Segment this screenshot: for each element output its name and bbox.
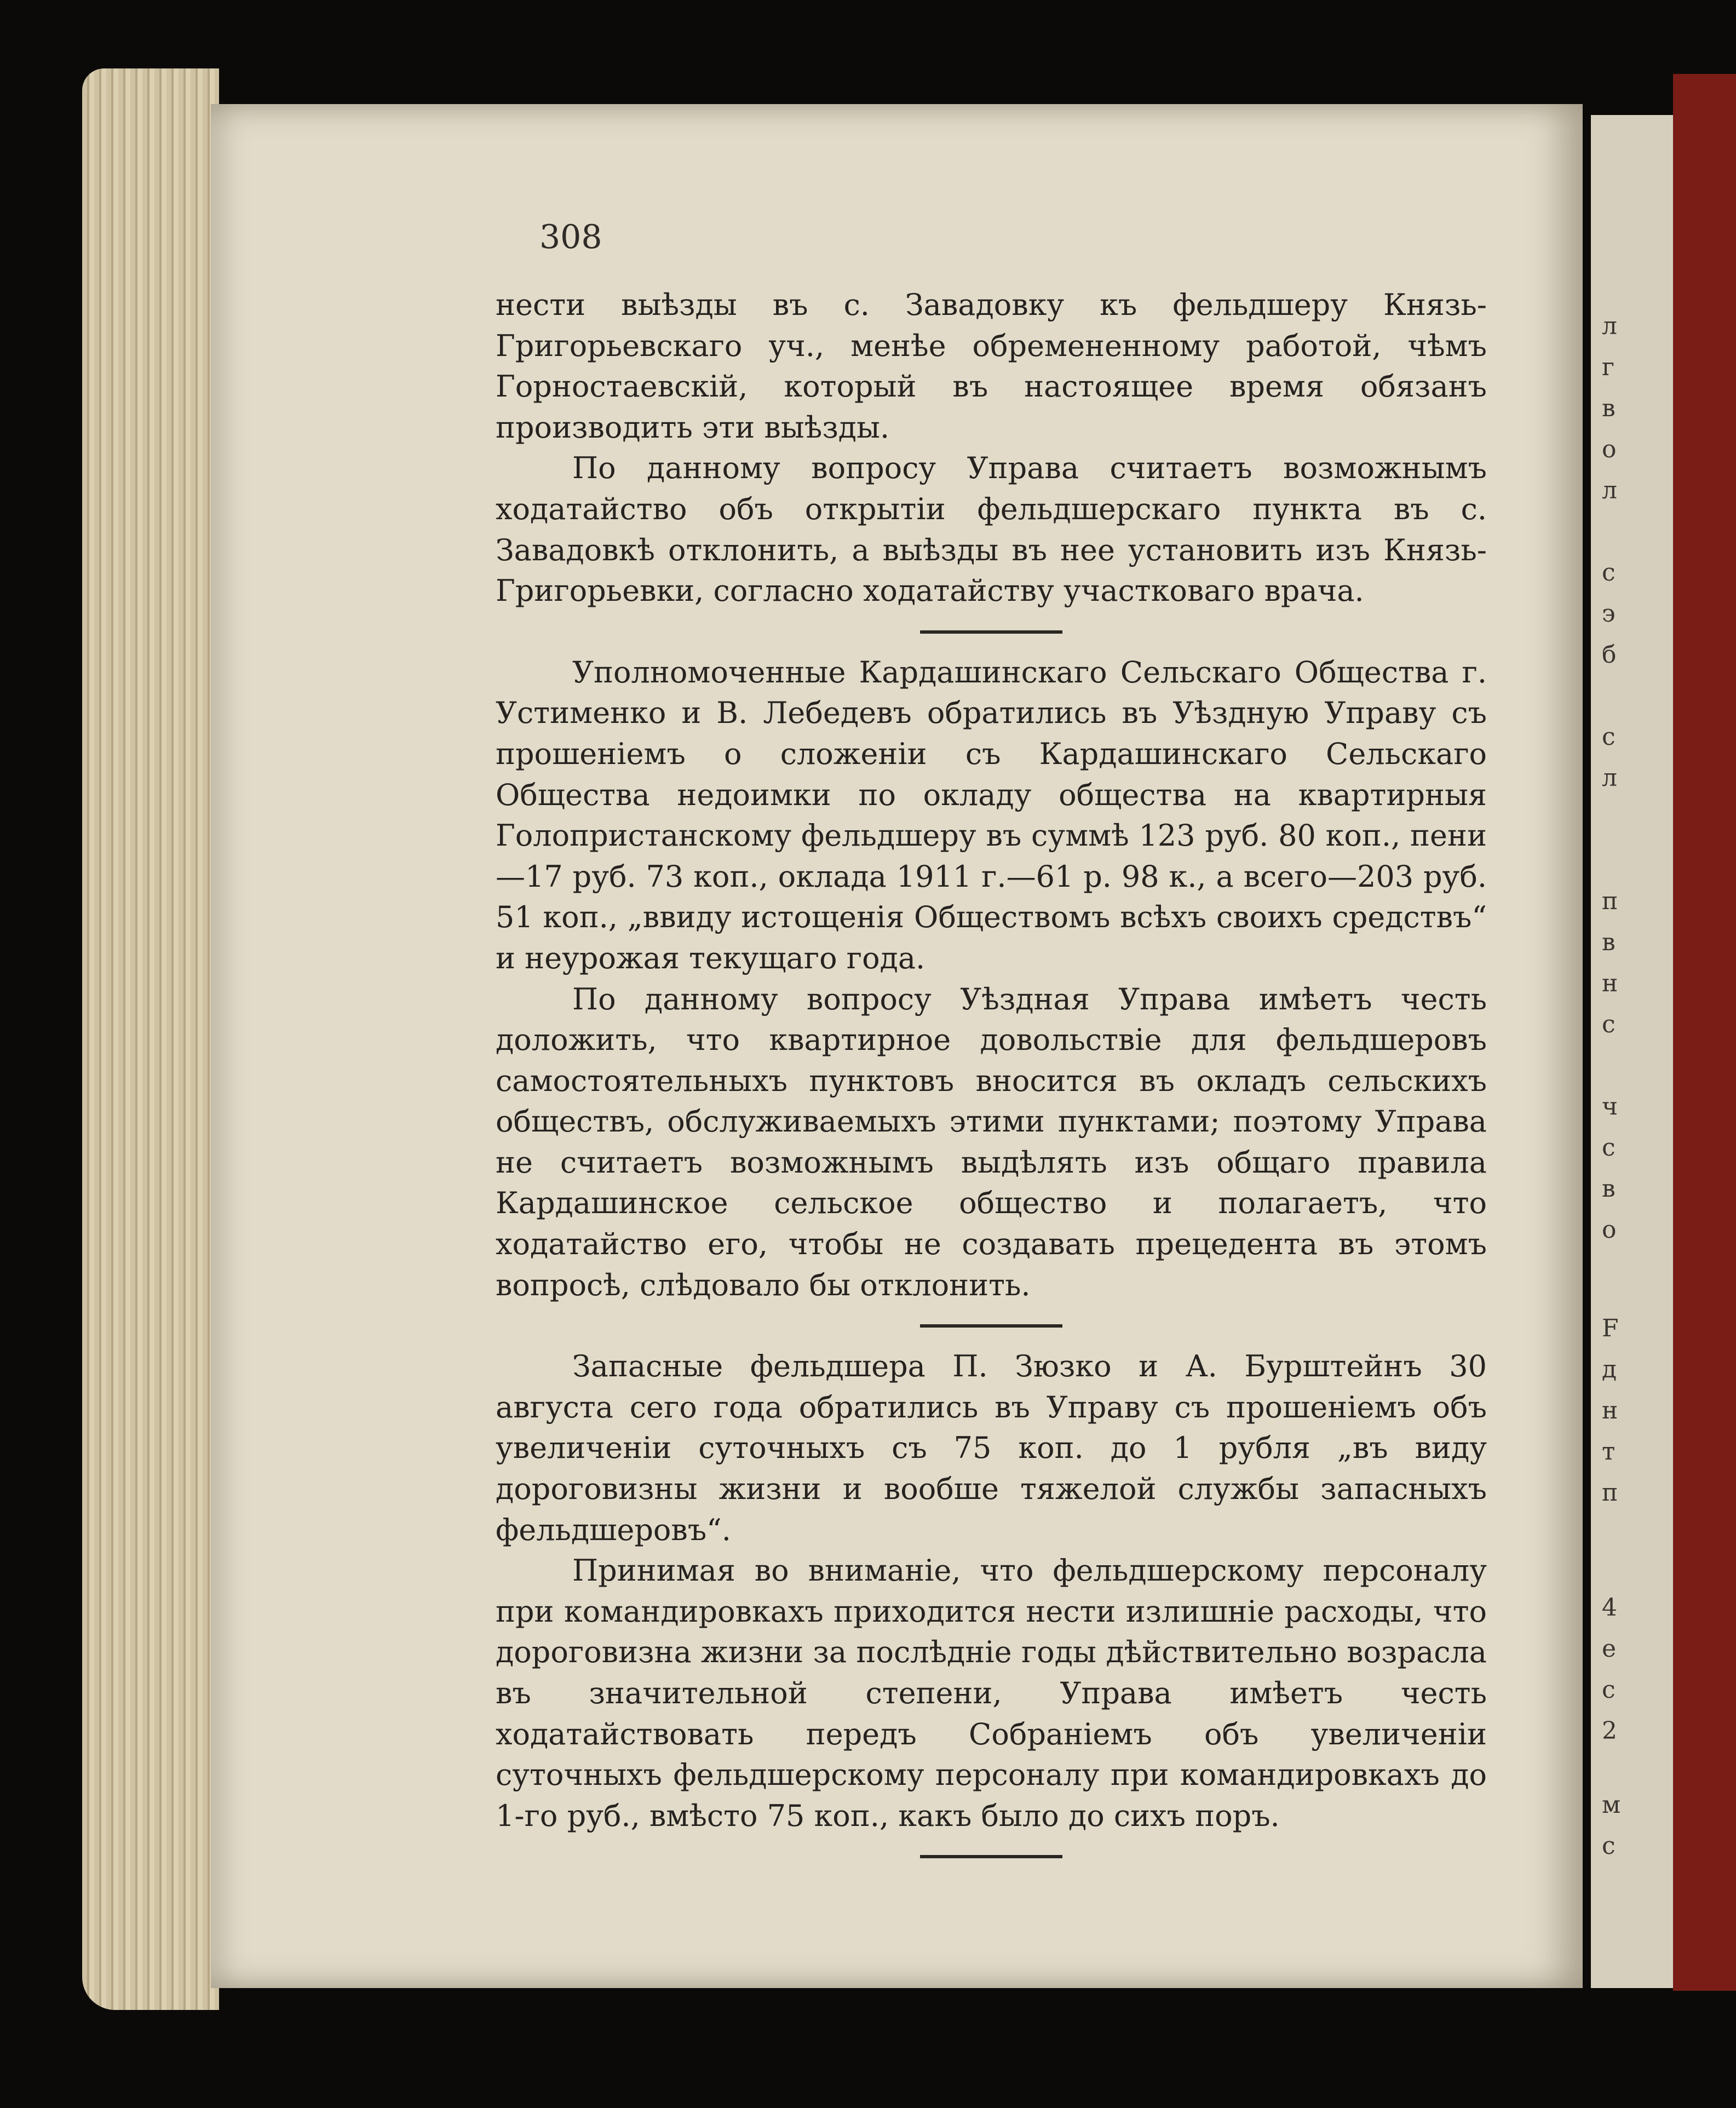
facing-page-letter: с — [1602, 559, 1616, 587]
page-number: 308 — [539, 218, 602, 256]
section-divider — [920, 630, 1062, 634]
facing-page-letter: е — [1602, 1635, 1617, 1663]
facing-page-letter: л — [1602, 764, 1617, 792]
book-cover-edge — [1673, 74, 1736, 1991]
section-divider — [920, 1855, 1062, 1858]
paragraph: Уполномоченные Кардашинскаго Сельскаго Общества г. Устименко и В. Лебедевъ обратились въ Уѣздную Управу съ прошеніемъ о сложеніи съ Кардашинскаго Сельскаго Общества недоимки по окладу общества на квартирныя Голопристанскому фельдшеру въ суммѣ 123 руб. 80 коп., пени—17 руб. 73 коп., оклада 1911 г.—61 р. 98 к., а всего—203 руб. 51 коп., „ввиду истощенія Обществомъ всѣхъ своихъ средствъ“ и неурожая текущаго года. — [496, 654, 1487, 975]
facing-page-letter: с — [1602, 1010, 1616, 1038]
facing-page-letter: д — [1602, 1355, 1617, 1383]
facing-page-letter: э — [1602, 600, 1616, 628]
facing-page-letter: о — [1602, 1216, 1617, 1244]
facing-page-letter: в — [1602, 928, 1616, 956]
facing-page-letter: в — [1602, 394, 1616, 422]
paragraph: По данному вопросу Управа считаетъ возможнымъ ходатайство объ открытіи фельдшерскаго пункта въ с. Завадовкѣ отклонить, а выѣзды въ нее установить изъ Князь-Григорьевки, согласно ходатайству участковаго врача. — [496, 451, 1487, 608]
facing-page-letter: ч — [1602, 1093, 1618, 1121]
paragraph: нести выѣзды въ с. Завадовку къ фельдшеру Князь-Григорьевскаго уч., менѣе обремененному работой, чѣмъ Горностаевскій, который въ настоящее время обязанъ производить эти выѣзды. — [496, 288, 1487, 445]
facing-page-letter: л — [1602, 476, 1617, 504]
facing-page-fragment — [1591, 115, 1673, 1988]
facing-page-letter: 4 — [1602, 1594, 1617, 1622]
facing-page-letter: б — [1602, 641, 1617, 669]
paragraph: По данному вопросу Уѣздная Управа имѣетъ честь доложить, что квартирное довольствіе для фельдшеровъ самостоятельныхъ пунктовъ вносится въ окладъ сельскихъ обществъ, обслуживаемыхъ этими пунктами; поэтому Управа не считаетъ возможнымъ выдѣлять изъ общаго правила Кардашинское сельское общество и полагаетъ, что ходатайство его, чтобы не создавать прецедента въ этомъ вопросѣ, слѣдовало бы отклонить. — [496, 981, 1487, 1302]
section-divider — [920, 1324, 1062, 1328]
facing-page-letter: т — [1602, 1438, 1616, 1466]
book-page-edges — [82, 68, 219, 2010]
facing-page-letter: с — [1602, 723, 1616, 751]
facing-page-letter: п — [1602, 887, 1618, 915]
facing-page-letter: м — [1602, 1791, 1621, 1819]
facing-page-letter: с — [1602, 1832, 1616, 1860]
facing-page-letter: н — [1602, 1397, 1618, 1425]
facing-page-letter: с — [1602, 1134, 1616, 1162]
facing-page-letter: F — [1602, 1314, 1619, 1342]
facing-page-letter: в — [1602, 1175, 1616, 1203]
facing-page-letter: 2 — [1602, 1717, 1617, 1745]
facing-page-letter: с — [1602, 1676, 1616, 1704]
facing-page-letter: п — [1602, 1479, 1618, 1507]
paragraph: Принимая во вниманіе, что фельдшерскому персоналу при командировкахъ приходится нести излишніе расходы, что дороговизна жизни за послѣдніе годы дѣйствительно возрасла въ значительной степени, Управа имѣетъ честь ходатайствовать передъ Собраніемъ объ увеличеніи суточныхъ фельдшерскому персоналу при командировкахъ до 1-го руб., вмѣсто 75 коп., какъ было до сихъ поръ. — [496, 1553, 1487, 1833]
facing-page-letter: н — [1602, 969, 1618, 997]
facing-page-letter: о — [1602, 435, 1617, 463]
paragraph: Запасные фельдшера П. Зюзко и А. Бурштейнъ 30 августа сего года обратились въ Управу съ прошеніемъ объ увеличеніи суточныхъ съ 75 коп. до 1 рубля „въ виду дороговизны жизни и вообше тяжелой службы запасныхъ фельдшеровъ“. — [496, 1349, 1487, 1547]
facing-page-letter: г — [1602, 353, 1615, 381]
facing-page-letter: л — [1602, 312, 1617, 340]
page-text — [496, 285, 1487, 1877]
